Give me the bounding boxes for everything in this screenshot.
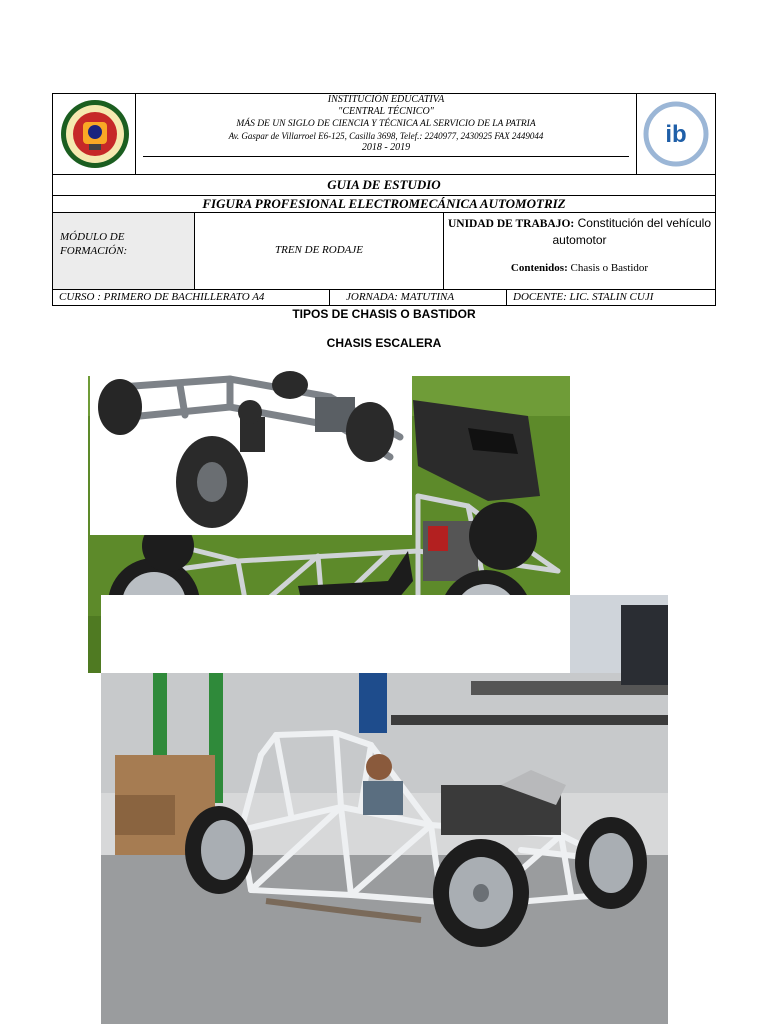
guide-title: GUIA DE ESTUDIO xyxy=(327,177,441,192)
module-value-cell xyxy=(194,212,444,290)
rollcage-workshop-photo xyxy=(101,595,668,1024)
institution-label: INSTITUCIÓN EDUCATIVA xyxy=(327,94,445,105)
ib-logo xyxy=(637,94,715,174)
institution-name: "CENTRAL TÉCNICO" xyxy=(338,106,434,117)
work-unit-value: Constitución del vehículo automotor xyxy=(552,216,712,247)
module-value: TREN DE RODAJE xyxy=(275,244,363,256)
workshop-rear-wheel xyxy=(433,839,529,947)
profile-row xyxy=(52,195,716,213)
logo-left-cell xyxy=(52,93,136,175)
work-unit-label: UNIDAD DE TRABAJO: xyxy=(447,218,575,230)
contents-label: Contenidos: xyxy=(510,262,568,274)
ladder-chassis-photo xyxy=(90,367,412,535)
institution-tagline: MÁS DE UN SIGLO DE CIENCIA Y TÉCNICA AL SERVICIO DE LA PATRIA xyxy=(236,119,536,129)
ib-logo-text: ib xyxy=(665,121,687,148)
shift-cell xyxy=(329,289,507,306)
institution-address: Av. Gaspar de Villarroel E6-125, Casilla 3698, Telef.: 2240977, 2430925 FAX 2449044 xyxy=(228,131,544,141)
professional-profile: FIGURA PROFESIONAL ELECTROMECÁNICA AUTOMOTRIZ xyxy=(202,196,566,211)
module-label-cell xyxy=(52,212,195,290)
header-divider xyxy=(143,156,629,157)
school-years: 2018 - 2019 xyxy=(361,142,411,153)
workshop-front-wheel xyxy=(185,806,253,894)
school-crest-logo xyxy=(53,94,137,174)
work-unit-cell xyxy=(443,212,716,290)
module-label: MÓDULO DE FORMACIÓN: xyxy=(60,231,128,257)
institution-header xyxy=(136,93,636,175)
guide-title-row xyxy=(52,174,716,196)
course-cell xyxy=(52,289,330,306)
teacher-cell xyxy=(506,289,716,306)
logo-right-cell xyxy=(636,93,716,175)
contents-value: Chasis o Bastidor xyxy=(570,262,649,274)
section-heading: TIPOS DE CHASIS O BASTIDOR xyxy=(292,307,476,321)
section-subheading: CHASIS ESCALERA xyxy=(326,336,442,350)
shift-info: JORNADA: MATUTINA xyxy=(346,291,455,303)
course-info: CURSO : PRIMERO DE BACHILLERATO A4 xyxy=(59,291,265,303)
teacher-info: DOCENTE: LIC. STALIN CUJI xyxy=(513,291,654,303)
